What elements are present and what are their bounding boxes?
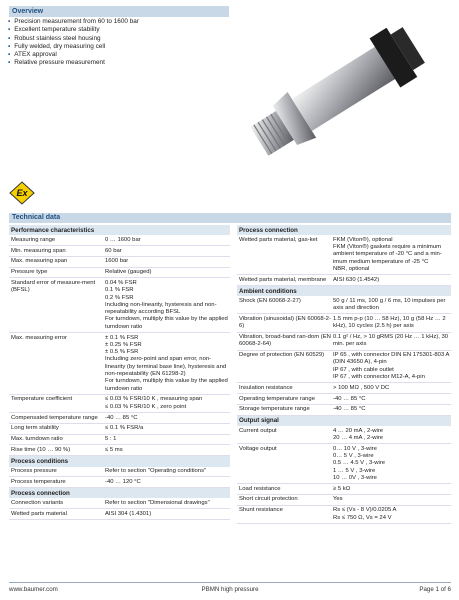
footer-divider xyxy=(9,582,451,583)
spec-label: Process pressure xyxy=(11,468,57,475)
spec-value: 0… 10 V , 3-wire 0… 5 V , 3-wire 0.5 … 4.5 V , 3-wire 1 … 5 V , 3-wire 10 … 0V , 3-wire xyxy=(333,445,386,481)
subsection-heading: Ambient conditions xyxy=(237,286,451,296)
table-row xyxy=(9,477,230,488)
table-row xyxy=(9,435,230,446)
spec-value: Refer to section "Operating conditions" xyxy=(105,468,207,475)
spec-value: ≤ 5 ms xyxy=(105,446,123,453)
spec-label: Storage temperature range xyxy=(239,406,310,413)
spec-label: Measuring range xyxy=(11,236,56,243)
table-row xyxy=(237,426,451,444)
spec-value: 0.1 g² / Hz, > 10 gRMS (20 Hz … 1 kHz), 30 min. per axis xyxy=(333,334,449,348)
atex-icon xyxy=(9,181,35,205)
spec-label: Shunt resistance xyxy=(239,507,283,514)
spec-label: Current output xyxy=(239,427,277,434)
spec-value: Yes xyxy=(333,496,343,503)
table-row xyxy=(9,498,230,509)
spec-label: Wetted parts material, membrane xyxy=(239,276,327,283)
table-row xyxy=(237,506,451,524)
overview-heading: Overview xyxy=(9,6,229,17)
list-item: ▪ Robust stainless steel housing xyxy=(8,35,139,43)
subsection-heading: Performance characteristics xyxy=(9,225,230,235)
footer-product: PBMN high pressure xyxy=(201,586,259,593)
svg-text:Ex: Ex xyxy=(16,188,28,198)
spec-value: Refer to section "Dimensional drawings" xyxy=(105,499,210,506)
table-row xyxy=(9,424,230,435)
spec-value: IP 65 , with connector DIN EN 175301-803 A (DIN 43650 A), 4-pin IP 67 , with cable outlet IP 67 , with connector M12-A, 4-pin xyxy=(333,352,450,381)
table-row xyxy=(237,495,451,506)
subsection-heading: Output signal xyxy=(237,416,451,426)
spec-value: 1600 bar xyxy=(105,258,129,265)
product-image xyxy=(225,6,455,176)
table-row xyxy=(9,413,230,424)
spec-column-right xyxy=(237,225,451,524)
table-row xyxy=(237,296,451,314)
list-item: ▪ Fully welded, dry measuring cell xyxy=(8,43,139,51)
table-row xyxy=(237,333,451,351)
subsection-heading: Process connection xyxy=(9,488,230,498)
spec-value: ≤ 0.03 % FSR/10 K , measuring span ≤ 0.03 % FSR/10 K , zero point xyxy=(105,396,203,410)
table-row xyxy=(9,268,230,279)
spec-label: Compensated temperature range xyxy=(11,414,98,421)
list-item: ▪ ATEX approval xyxy=(8,51,139,59)
spec-label: Shock (EN 60068-2-27) xyxy=(239,297,301,304)
footer-page: Page 1 of 6 xyxy=(419,586,451,593)
table-row xyxy=(9,257,230,268)
spec-value: 50 g / 11 ms, 100 g / 6 ms, 10 impulses per axis and direction xyxy=(333,297,446,312)
table-row xyxy=(9,246,230,257)
spec-value: 1.5 mm p-p (10 … 58 Hz), 10 g (58 Hz … 2 kHz), 10 cycles (2.5 h) per axis xyxy=(333,315,446,330)
spec-label: Insulation resistance xyxy=(239,384,293,391)
spec-label: Vibration, broad-band ran-dom (EN 60068-2-64) xyxy=(239,334,331,348)
spec-value: 0 … 1600 bar xyxy=(105,236,141,243)
spec-value: FKM (Viton®), optional FKM (Viton®) gaskets require a minimum ambient temperature of -20 °C and a min-imum medium temperature of -25 °C NBR, optional xyxy=(333,236,442,272)
spec-label: Load resistance xyxy=(239,485,281,492)
table-row xyxy=(237,275,451,286)
spec-value: > 100 MΩ , 500 V DC xyxy=(333,384,390,391)
table-row xyxy=(237,351,451,384)
table-row xyxy=(9,509,230,520)
spec-value: Rs ≤ (Vs - 8 V)/0.0205 A Rs ≤ 750 Ω, Vs = 24 V xyxy=(333,507,397,521)
footer-url[interactable]: www.baumer.com xyxy=(9,586,58,593)
spec-label: Rise time (10 … 90 %) xyxy=(11,446,71,453)
table-row xyxy=(237,235,451,275)
spec-value: -40 … 85 °C xyxy=(333,406,366,413)
spec-value: 0.04 % FSR 0.1 % FSR 0.2 % FSR Including non-linearity, hysteresis and non-repeatability according BFSL For turndown, multiply this value by the applied turndown ratio xyxy=(105,279,228,330)
spec-column-left xyxy=(9,225,230,520)
table-row xyxy=(237,444,451,484)
spec-value: -40 … 85 °C xyxy=(333,395,366,402)
subsection-heading: Process conditions xyxy=(9,456,230,466)
spec-label: Operating temperature range xyxy=(239,395,315,402)
spec-label: Degree of protection (EN 60529) xyxy=(239,352,325,359)
spec-label: Long term stability xyxy=(11,425,59,432)
table-row xyxy=(9,235,230,246)
spec-label: Short circuit protection xyxy=(239,496,298,503)
spec-value: ≤ 0.1 % FSR/a xyxy=(105,425,144,432)
spec-label: Max. measuring span xyxy=(11,258,68,265)
table-row xyxy=(237,405,451,416)
list-item: ▪ Excellent temperature stability xyxy=(8,26,139,34)
spec-label: Min. measuring span xyxy=(11,247,66,254)
spec-label: Standard error of measure-ment (BFSL) xyxy=(11,279,96,294)
spec-label: Connection variants xyxy=(11,499,64,506)
spec-value: -40 … 85 °C xyxy=(105,414,138,421)
technical-data-heading: Technical data xyxy=(9,213,451,223)
spec-value: AISI 630 (1.4542) xyxy=(333,276,380,283)
table-row xyxy=(9,333,230,395)
spec-label: Max. measuring error xyxy=(11,334,67,341)
list-item: ▪ Precision measurement from 60 to 1600 bar xyxy=(8,18,139,26)
subsection-heading: Process connection xyxy=(237,225,451,235)
spec-label: Process temperature xyxy=(11,478,66,485)
spec-value: 4 … 20 mA , 2-wire 20 … 4 mA , 2-wire xyxy=(333,427,384,441)
table-row xyxy=(237,383,451,394)
table-row xyxy=(9,278,230,333)
overview-list xyxy=(8,18,139,68)
spec-value: Relative (gauged) xyxy=(105,269,152,276)
table-row xyxy=(9,395,230,413)
spec-label: Pressure type xyxy=(11,269,48,276)
list-item: ▪ Relative pressure measurement xyxy=(8,59,139,67)
table-row xyxy=(9,467,230,478)
spec-label: Voltage output xyxy=(239,445,277,452)
spec-value: ± 0.1 % FSR ± 0.25 % FSR ± 0.5 % FSR Including zero-point and span error, non-linearity (by terminal base line), hysteresis and non-repeatability (EN 61298-2) For turndown, multiply this value by the applied turndown ratio xyxy=(105,334,228,392)
spec-label: Wetted parts material, gas-ket xyxy=(239,236,318,243)
spec-value: -40 … 120 °C xyxy=(105,478,141,485)
spec-value: 60 bar xyxy=(105,247,122,254)
table-row xyxy=(237,394,451,405)
table-row xyxy=(9,445,230,456)
spec-label: Vibration (sinusoidal) (EN 60068-2-6) xyxy=(239,315,331,330)
table-row xyxy=(237,484,451,495)
spec-label: Temperature coefficient xyxy=(11,396,73,403)
spec-value: ≥ 5 kΩ xyxy=(333,485,351,492)
spec-label: Max. turndown ratio xyxy=(11,436,63,443)
spec-label: Wetted parts material xyxy=(11,510,67,517)
spec-value: AISI 304 (1.4301) xyxy=(105,510,152,517)
table-row xyxy=(237,314,451,332)
spec-value: 5 : 1 xyxy=(105,436,117,443)
